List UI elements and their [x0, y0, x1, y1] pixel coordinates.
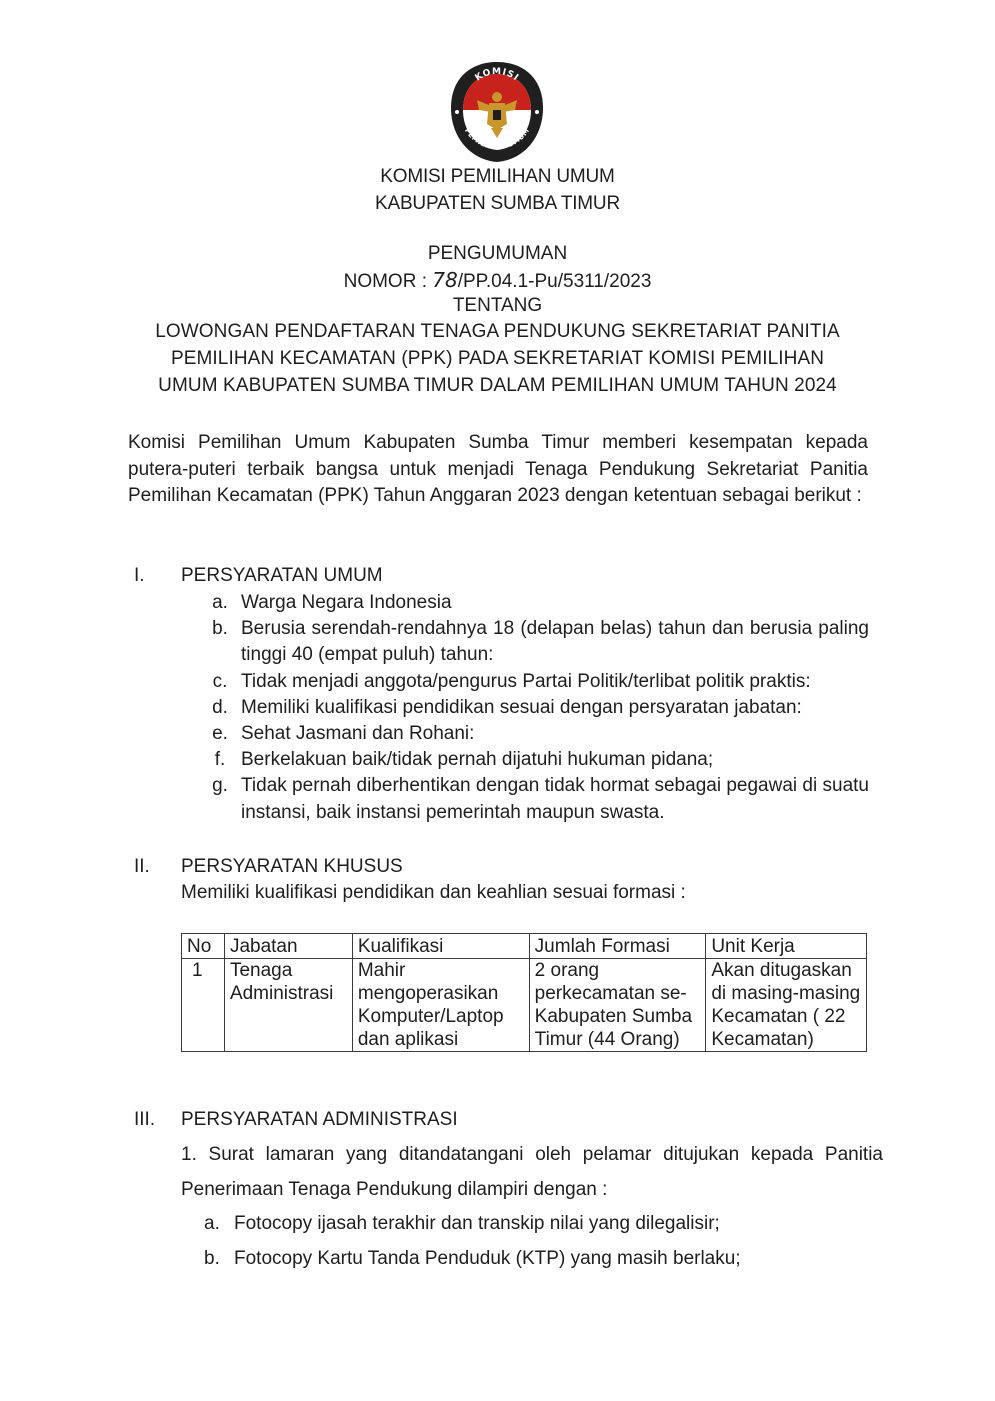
list-marker: g.	[212, 775, 228, 797]
table-row	[182, 959, 867, 1052]
column-header-no: No	[182, 934, 225, 959]
announcement-number	[0, 268, 995, 293]
list-item	[205, 669, 869, 695]
list-item-text: Warga Negara Indonesia	[241, 592, 452, 613]
table-cell-jumlah-formasi: 2 orang perkecamatan se-Kabupaten Sumba Timur (44 Orang)	[529, 959, 706, 1052]
list-item	[205, 747, 869, 773]
column-header-jabatan: Jabatan	[224, 934, 352, 959]
logo-bottom-text: PEMILIHAN UMUM	[462, 126, 532, 152]
logo-top-text: KOMISI	[473, 66, 521, 84]
section3-title: PERSYARATAN ADMINISTRASI	[181, 1109, 458, 1130]
section2-subtitle: Memiliki kualifikasi pendidikan dan keahlian sesuai formasi :	[181, 882, 686, 903]
list-item	[205, 616, 869, 668]
announcement-label: PENGUMUMAN	[427, 243, 568, 264]
column-header-jumlah-formasi: Jumlah Formasi	[529, 934, 706, 959]
kpu-emblem-logo	[447, 60, 547, 164]
list-marker: a.	[204, 1213, 220, 1234]
section3-item1-line2: Penerimaan Tenaga Pendukung dilampiri dengan :	[181, 1179, 608, 1200]
title-line-2: PEMILIHAN KECAMATAN (PPK) PADA SEKRETARIAT KOMISI PEMILIHAN	[170, 348, 825, 369]
list-marker: e.	[212, 723, 228, 745]
list-item	[205, 773, 869, 825]
list-marker: b.	[204, 1248, 220, 1269]
table-cell-unit-kerja: Akan ditugaskan di masing-masing Kecamatan ( 22 Kecamatan)	[706, 959, 867, 1052]
list-marker: f.	[214, 749, 226, 771]
intro-paragraph: Komisi Pemilihan Umum Kabupaten Sumba Timur memberi kesempatan kepada putera-puteri terbaik bangsa untuk menjadi Tenaga Pendukung Sekretariat Panitia Pemilihan Kecamatan (PPK) Tahun Anggaran 2023 dengan ketentuan sebagai berikut :	[128, 432, 868, 506]
list-item-text: Fotocopy ijasah terakhir dan transkip nilai yang dilegalisir;	[234, 1213, 720, 1234]
table-header-row	[182, 934, 867, 959]
list-item-text: Sehat Jasmani dan Rohani:	[241, 723, 475, 745]
tentang-label: TENTANG	[452, 295, 543, 316]
nomor-handwritten: 78	[432, 268, 458, 292]
column-header-kualifikasi: Kualifikasi	[352, 934, 529, 959]
list-marker: c.	[212, 670, 228, 692]
section1-title: PERSYARATAN UMUM	[181, 565, 383, 586]
section1-number: I.	[134, 565, 145, 586]
section1-list	[205, 590, 869, 826]
list-item-text: Tidak menjadi anggota/pengurus Partai Politik/terlibat politik praktis:	[241, 670, 811, 692]
section2-number: II.	[134, 856, 150, 877]
title-line-3: UMUM KABUPATEN SUMBA TIMUR DALAM PEMILIHAN UMUM TAHUN 2024	[158, 375, 837, 396]
list-item	[205, 721, 869, 747]
section3-subitem	[204, 1248, 884, 1270]
table-cell-kualifikasi: Mahir mengoperasikan Komputer/Laptop dan aplikasi	[352, 959, 529, 1052]
section3-subitem	[204, 1213, 884, 1235]
section2-title: PERSYARATAN KHUSUS	[181, 856, 403, 877]
table-cell-jabatan: Tenaga Administrasi	[224, 959, 352, 1052]
org-name-line1: KOMISI PEMILIHAN UMUM	[380, 166, 615, 187]
list-item-text: Berusia serendah-rendahnya 18 (delapan belas) tahun dan berusia paling tinggi 40 (empat puluh) tahun:	[241, 618, 869, 666]
column-header-unit-kerja: Unit Kerja	[706, 934, 867, 959]
list-marker: b.	[212, 618, 228, 640]
nomor-prefix: NOMOR :	[343, 271, 427, 292]
nomor-suffix: /PP.04.1-Pu/5311/2023	[457, 271, 652, 292]
section3-number: III.	[134, 1109, 156, 1130]
list-item	[205, 590, 869, 616]
org-name-line2: KABUPATEN SUMBA TIMUR	[375, 193, 620, 214]
list-item-text: Tidak pernah diberhentikan dengan tidak hormat sebagai pegawai di suatu instansi, baik instansi pemerintah maupun swasta.	[241, 775, 869, 823]
list-marker: a.	[212, 592, 228, 613]
formasi-table	[181, 933, 867, 1052]
table-cell-no: 1	[182, 959, 225, 1052]
list-item-text: Fotocopy Kartu Tanda Penduduk (KTP) yang masih berlaku;	[234, 1248, 741, 1269]
section3-item1-line1: 1. Surat lamaran yang ditandatangani oleh pelamar ditujukan kepada Panitia	[181, 1144, 883, 1165]
list-item-text: Memiliki kualifikasi pendidikan sesuai dengan persyaratan jabatan:	[241, 696, 802, 718]
list-item-text: Berkelakuan baik/tidak pernah dijatuhi hukuman pidana;	[241, 749, 714, 771]
list-item	[205, 695, 869, 721]
list-marker: d.	[212, 696, 228, 718]
title-line-1: LOWONGAN PENDAFTARAN TENAGA PENDUKUNG SEKRETARIAT PANITIA	[155, 321, 840, 342]
